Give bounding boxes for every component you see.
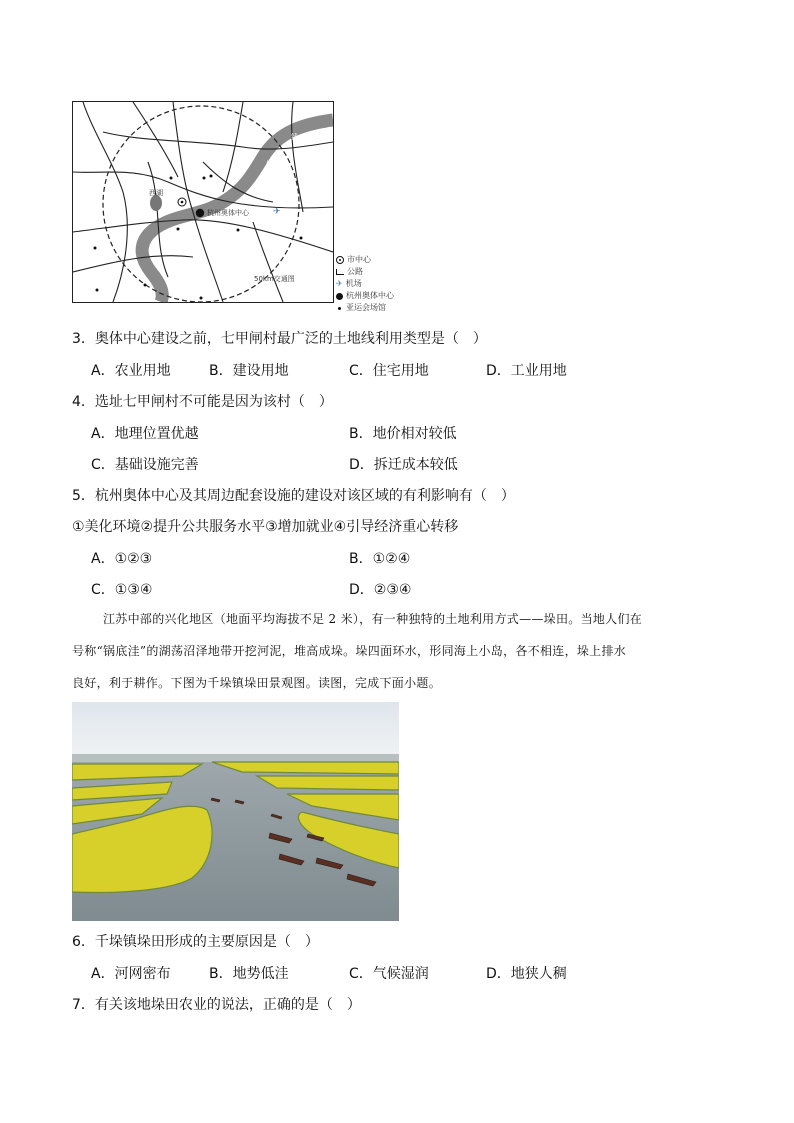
question-4: 4．选址七甲闸村不可能是因为该村（ ） <box>72 394 333 410</box>
legend-row <box>336 254 394 266</box>
q6-option-b[interactable]: B．地势低洼 <box>209 966 289 982</box>
q5-statements: ①美化环境②提升公共服务水平③增加就业④引导经济重心转移 <box>72 519 459 535</box>
q3-option-c[interactable]: C．住宅用地 <box>349 363 429 379</box>
legend-label: 机场 <box>345 279 362 288</box>
olympic-center-icon <box>336 293 343 300</box>
olympic-center-marker <box>196 209 204 217</box>
q6-option-a[interactable]: A．河网密布 <box>91 966 171 982</box>
passage-line-3: 良好，利于耕作。下图为千垛镇垛田景观图。读图，完成下面小题。 <box>72 676 442 690</box>
map-label-river-1: 钱 <box>291 133 298 141</box>
city-center-icon <box>336 256 344 264</box>
legend-label: 杭州奥体中心 <box>346 291 394 300</box>
map-label-olympic: 杭州奥体中心 <box>207 209 249 217</box>
map-label-xihu: 西湖 <box>149 189 163 197</box>
question-5: 5．杭州奥体中心及其周边配套设施的建设对该区域的有利影响有（ ） <box>72 488 515 504</box>
q6-option-c[interactable]: C．气候湿润 <box>349 966 429 982</box>
q3-option-b[interactable]: B．建设用地 <box>209 363 289 379</box>
legend-label: 亚运会场馆 <box>346 303 386 312</box>
q5-option-c[interactable]: C．①③④ <box>91 582 153 598</box>
legend-row <box>336 302 394 314</box>
q4-option-d[interactable]: D．拆迁成本较低 <box>349 457 458 473</box>
q5-option-a[interactable]: A．①②③ <box>91 551 153 567</box>
passage-line-2: 号称“锅底洼”的湖荡沼泽地带开挖河泥，堆高成垛。垛四面环水，形同海上小岛，各不相连，垛上排水 <box>72 644 627 658</box>
map-label-river-2: 塘 <box>266 160 273 168</box>
q4-option-c[interactable]: C．基础设施完善 <box>91 457 199 473</box>
q5-option-b[interactable]: B．①②④ <box>349 551 411 567</box>
q4-option-b[interactable]: B．地价相对较低 <box>349 426 457 442</box>
question-7: 7．有关该地垛田农业的说法，正确的是（ ） <box>72 997 361 1013</box>
venue-dot-icon <box>338 307 341 310</box>
map-legend <box>336 254 394 314</box>
q6-option-d[interactable]: D．地狭人稠 <box>486 966 567 982</box>
q5-option-d[interactable]: D．②③④ <box>349 582 412 598</box>
legend-label: 公路 <box>347 267 363 276</box>
q3-option-a[interactable]: A．农业用地 <box>91 363 171 379</box>
duotian-landscape-photo <box>72 702 399 921</box>
q4-option-a[interactable]: A．地理位置优越 <box>91 426 199 442</box>
airport-icon: ✈ <box>273 207 281 217</box>
passage-line-1: 江苏中部的兴化地区（地面平均海拔不足 2 米），有一种独特的土地利用方式——垛田。当地人们在 <box>103 612 643 626</box>
legend-row <box>336 266 394 278</box>
road-icon <box>336 269 344 275</box>
legend-label: 市中心 <box>347 255 371 264</box>
airport-icon: ✈ <box>336 279 343 288</box>
legend-row <box>336 278 394 290</box>
traffic-map <box>72 101 334 303</box>
question-3: 3．奥体中心建设之前，七甲闸村最广泛的土地线利用类型是（ ） <box>72 331 487 347</box>
legend-row <box>336 290 394 302</box>
ring-50km <box>103 106 299 302</box>
city-center-dot <box>181 201 184 204</box>
duotian-photo-svg <box>72 702 399 921</box>
question-6: 6．千垛镇垛田形成的主要原因是（ ） <box>72 934 319 950</box>
map-label-ring: 50km交通图 <box>254 275 295 283</box>
q3-option-d[interactable]: D．工业用地 <box>486 363 567 379</box>
